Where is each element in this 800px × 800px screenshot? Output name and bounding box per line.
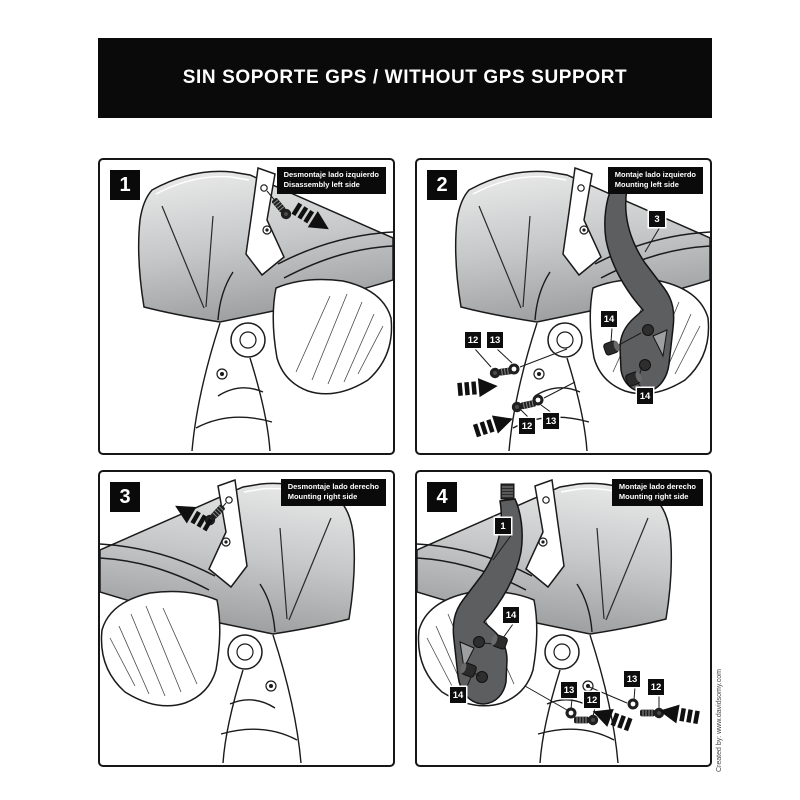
step2-drawing bbox=[417, 160, 710, 453]
step-label bbox=[612, 479, 703, 506]
part-callout: 12 bbox=[465, 332, 481, 348]
credit-text: Created by: www.davidsomy.com bbox=[716, 669, 723, 772]
step-label-en: Mounting right side bbox=[287, 492, 358, 502]
part-callout: 12 bbox=[519, 418, 535, 434]
step-label-es: Desmontaje lado derecho bbox=[287, 482, 379, 491]
panel-number: 3 bbox=[110, 482, 140, 512]
step-label-en: Mounting right side bbox=[618, 492, 689, 502]
part-callout: 12 bbox=[584, 692, 600, 708]
step4-drawing bbox=[417, 472, 710, 765]
install-arrow-icon bbox=[658, 701, 701, 727]
panel-step-2 bbox=[415, 158, 712, 455]
panel-number: 4 bbox=[427, 482, 457, 512]
screw-icon bbox=[574, 715, 598, 725]
part-callout: 12 bbox=[648, 679, 664, 695]
install-arrow-icon bbox=[457, 377, 499, 399]
washer-icon bbox=[628, 699, 639, 710]
step-label bbox=[281, 479, 386, 506]
step-label bbox=[277, 167, 386, 194]
panel-step-1 bbox=[98, 158, 395, 455]
washer-icon bbox=[533, 395, 544, 406]
step-label-en: Disassembly left side bbox=[283, 180, 360, 190]
part-callout: 13 bbox=[624, 671, 640, 687]
part-callout: 14 bbox=[637, 388, 653, 404]
panel-step-4 bbox=[415, 470, 712, 767]
panel-number: 2 bbox=[427, 170, 457, 200]
step-label-es: Montaje lado derecho bbox=[618, 482, 696, 491]
step-label-es: Desmontaje lado izquierdo bbox=[283, 170, 379, 179]
step1-drawing bbox=[100, 160, 393, 453]
header-bar bbox=[98, 38, 712, 118]
washer-icon bbox=[566, 708, 577, 719]
page-title: SIN SOPORTE GPS / WITHOUT GPS SUPPORT bbox=[182, 67, 628, 88]
screw-icon bbox=[640, 708, 664, 718]
step-label bbox=[608, 167, 703, 194]
panel-number: 1 bbox=[110, 170, 140, 200]
part-callout: 13 bbox=[543, 413, 559, 429]
part-callout: 14 bbox=[503, 607, 519, 623]
panel-step-3 bbox=[98, 470, 395, 767]
washer-icon bbox=[509, 364, 520, 375]
part-callout: 14 bbox=[601, 311, 617, 327]
part-callout: 14 bbox=[450, 687, 466, 703]
step-label-en: Mounting left side bbox=[614, 180, 679, 190]
part-callout: 3 bbox=[649, 211, 665, 227]
step-label-es: Montaje lado izquierdo bbox=[614, 170, 696, 179]
part-callout: 13 bbox=[561, 682, 577, 698]
step3-drawing bbox=[100, 472, 393, 765]
install-arrow-icon bbox=[472, 410, 516, 440]
part-callout: 13 bbox=[487, 332, 503, 348]
part-callout: 1 bbox=[495, 518, 511, 534]
